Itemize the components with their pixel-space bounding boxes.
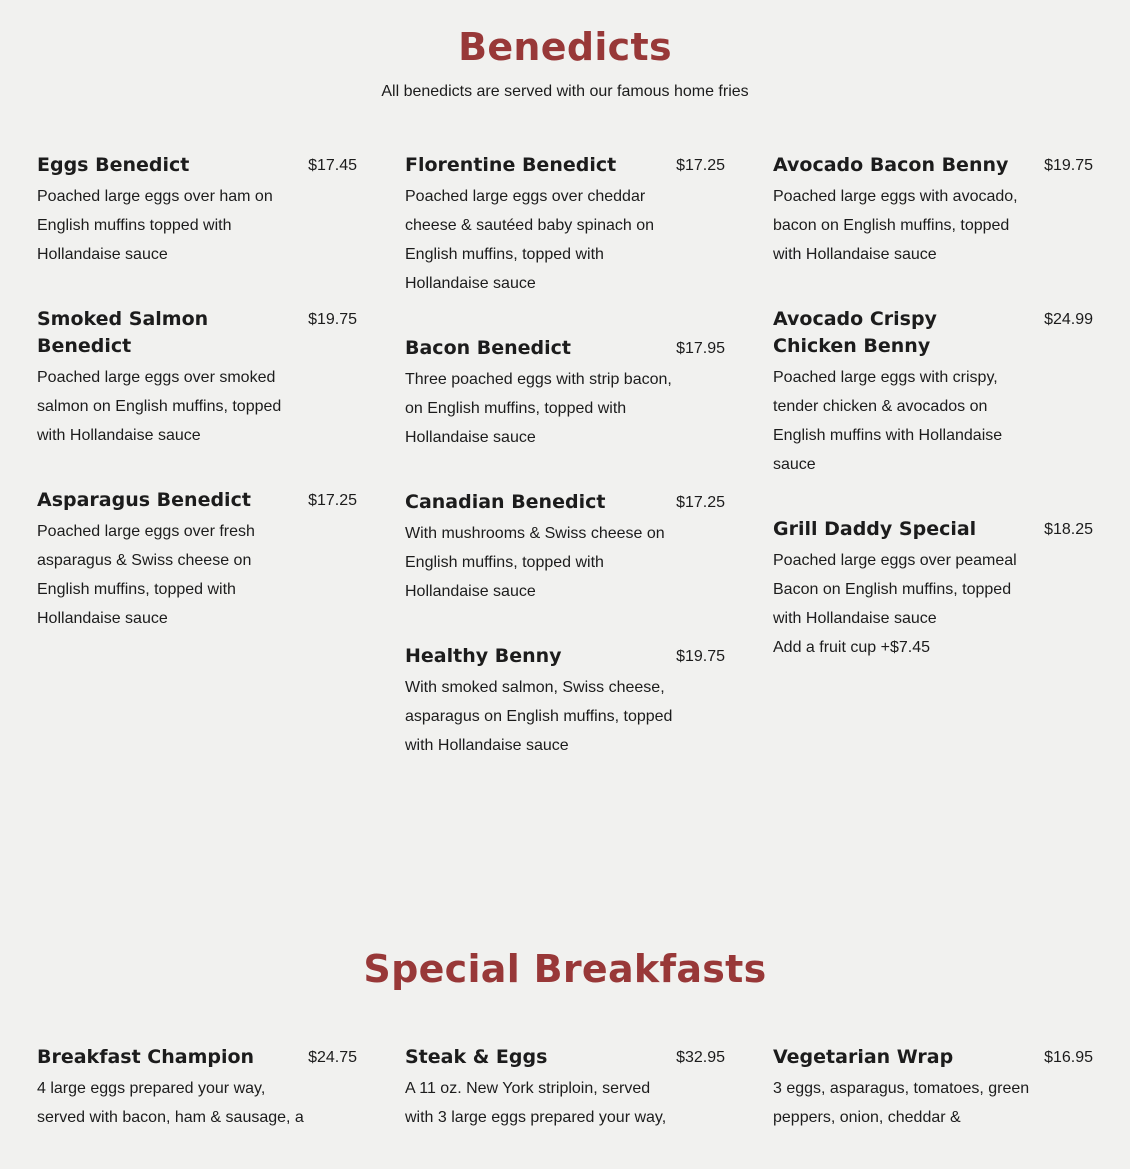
- special-breakfasts-section: [0, 946, 1130, 1126]
- item-name: Asparagus Benedict: [37, 489, 251, 511]
- item-price: $19.75: [676, 648, 725, 665]
- item-description: Poached large eggs over fresh asparagus & Swiss cheese on English muffins, topped with Hollandaise sauce: [37, 523, 255, 627]
- item-price: $17.45: [308, 157, 357, 174]
- item-price: $16.95: [1044, 1049, 1093, 1066]
- menu-item: [405, 1044, 725, 1132]
- item-name: Smoked Salmon Benedict: [37, 308, 209, 357]
- item-name: Florentine Benedict: [405, 154, 617, 176]
- item-description: Poached large eggs over peameal Bacon on English muffins, topped with Hollandaise sauce: [773, 552, 1017, 627]
- item-description: Poached large eggs over smoked salmon on English muffins, topped with Hollandaise sauce: [37, 369, 282, 444]
- item-name: Healthy Benny: [405, 645, 562, 667]
- item-name: Avocado Bacon Benny: [773, 154, 1009, 176]
- menu-column: [37, 152, 357, 797]
- item-name: Grill Daddy Special: [773, 518, 977, 540]
- section-subtitle: All benedicts are served with our famous home fries: [381, 83, 749, 100]
- item-description: Three poached eggs with strip bacon, on English muffins, topped with Hollandaise sauce: [405, 371, 672, 446]
- item-price: $17.25: [308, 492, 357, 509]
- menu-item: [773, 152, 1093, 269]
- menu-item: [773, 516, 1093, 662]
- menu-item: [37, 487, 357, 633]
- item-description: 4 large eggs prepared your way, served with bacon, ham & sausage, a: [37, 1080, 304, 1126]
- item-description: Poached large eggs with crispy, tender chicken & avocados on English muffins with Hollandaise sauce: [773, 369, 1003, 473]
- menu-item: [405, 489, 725, 606]
- item-description: Poached large eggs over cheddar cheese & sautéed baby spinach on English muffins, topped with Hollandaise sauce: [405, 188, 655, 292]
- item-description: Poached large eggs over ham on English muffins topped with Hollandaise sauce: [37, 188, 273, 263]
- item-price: $17.95: [676, 340, 725, 357]
- item-price: $19.75: [308, 311, 357, 328]
- item-name: Canadian Benedict: [405, 491, 606, 513]
- item-name: Avocado Crispy Chicken Benny: [773, 308, 937, 357]
- menu-column: [405, 1044, 725, 1169]
- menu-item: [405, 152, 725, 298]
- item-description: Poached large eggs with avocado, bacon on English muffins, topped with Hollandaise sauce: [773, 188, 1018, 263]
- item-price: $32.95: [676, 1049, 725, 1066]
- item-price: $17.25: [676, 494, 725, 511]
- menu-column: [405, 152, 725, 797]
- menu-column: [773, 1044, 1093, 1169]
- item-name: Breakfast Champion: [37, 1046, 255, 1068]
- section-title: Benedicts: [458, 25, 672, 69]
- item-description: 3 eggs, asparagus, tomatoes, green peppers, onion, cheddar &: [773, 1080, 1030, 1126]
- item-price: $24.75: [308, 1049, 357, 1066]
- menu-item: [37, 306, 357, 450]
- item-description: With smoked salmon, Swiss cheese, asparagus on English muffins, topped with Hollandaise sauce: [405, 679, 673, 754]
- menu-column: [773, 152, 1093, 797]
- menu-item: [405, 643, 725, 760]
- item-price: $18.25: [1044, 521, 1093, 538]
- menu-grid: [37, 152, 1093, 797]
- item-description: A 11 oz. New York striploin, served with 3 large eggs prepared your way,: [405, 1080, 667, 1126]
- item-name: Steak & Eggs: [405, 1046, 548, 1068]
- item-name: Vegetarian Wrap: [773, 1046, 954, 1068]
- benedicts-section: [0, 24, 1130, 754]
- menu-column: [37, 1044, 357, 1169]
- menu-item: [773, 1044, 1093, 1132]
- menu-grid: [37, 1044, 1093, 1169]
- item-addon: Add a fruit cup +$7.45: [773, 639, 930, 656]
- item-name: Eggs Benedict: [37, 154, 190, 176]
- item-description: With mushrooms & Swiss cheese on English muffins, topped with Hollandaise sauce: [405, 525, 665, 600]
- menu-item: [37, 152, 357, 269]
- item-price: $24.99: [1044, 311, 1093, 328]
- item-price: $19.75: [1044, 157, 1093, 174]
- menu-item: [773, 306, 1093, 479]
- menu-item: [37, 1044, 357, 1132]
- section-title: Special Breakfasts: [363, 947, 767, 991]
- item-price: $17.25: [676, 157, 725, 174]
- item-name: Bacon Benedict: [405, 337, 571, 359]
- menu-item: [405, 335, 725, 452]
